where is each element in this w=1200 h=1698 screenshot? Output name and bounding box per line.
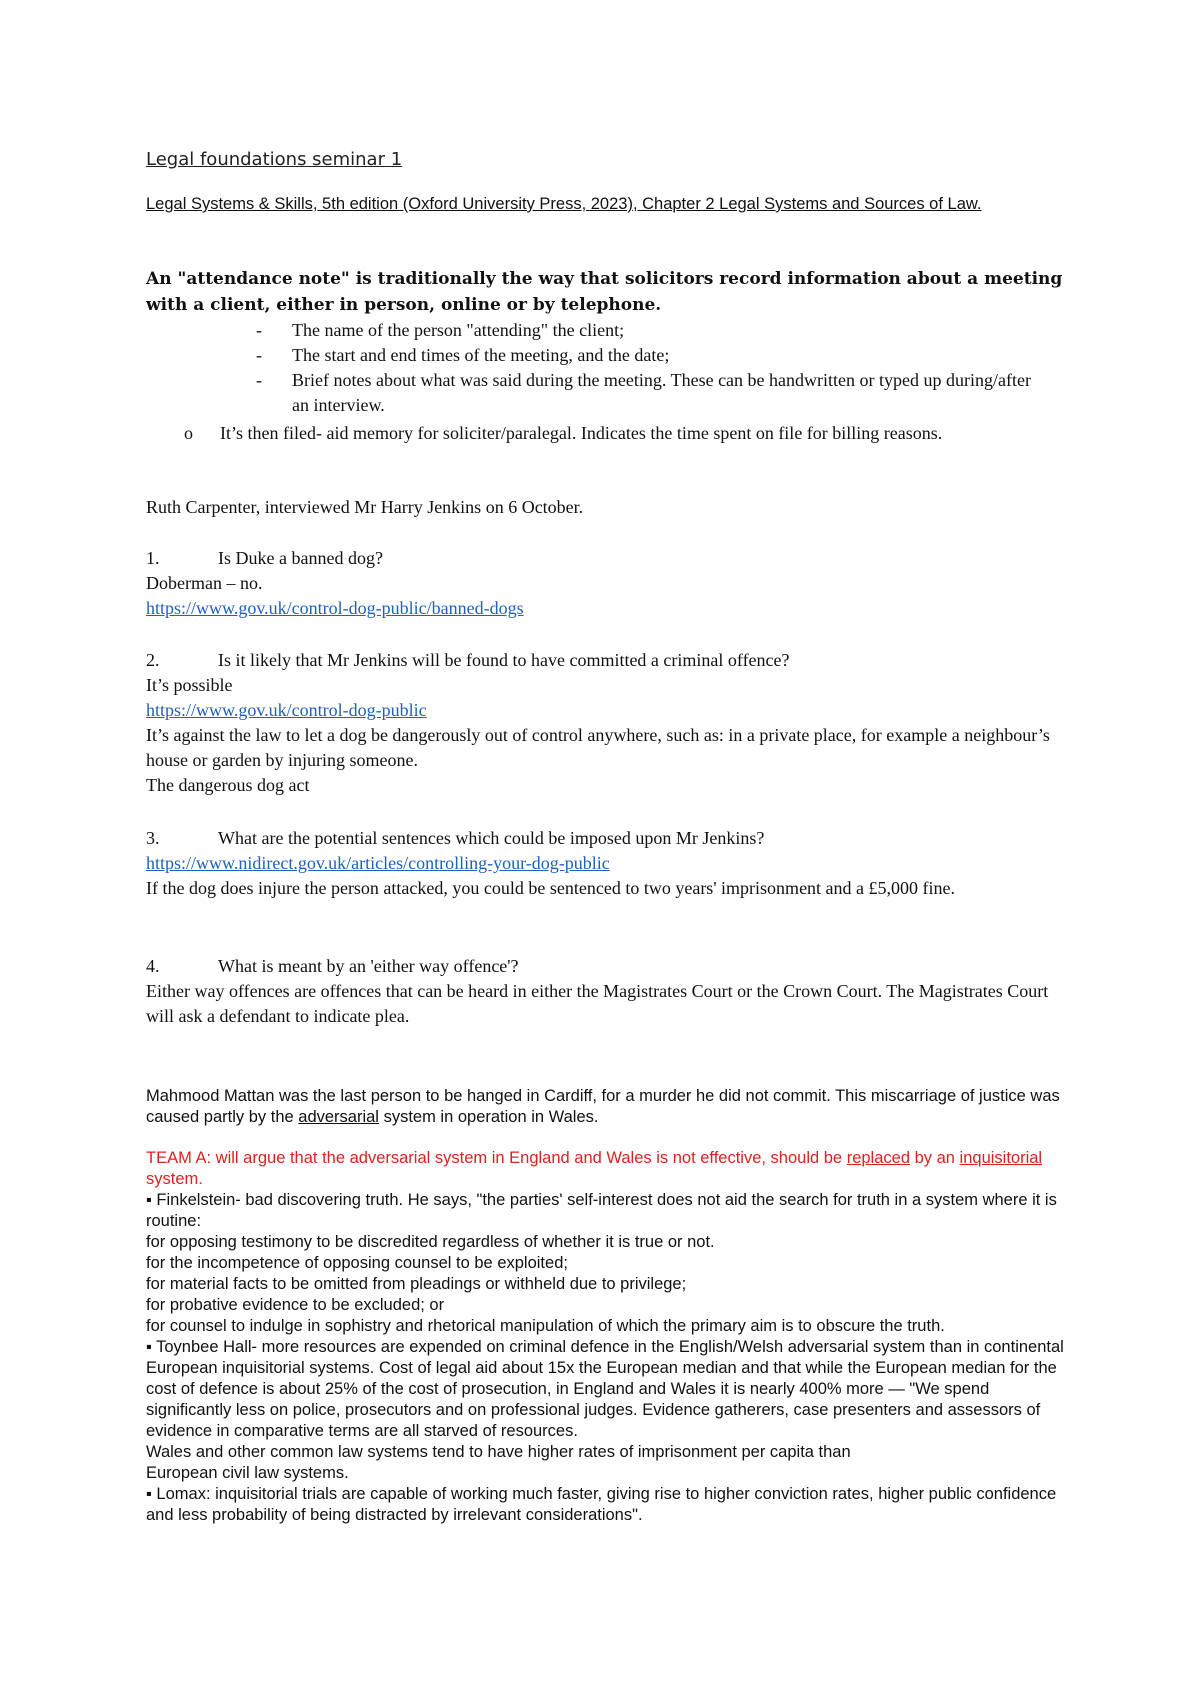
source-link[interactable]: https://www.gov.uk/control-dog-public/banned-dogs — [146, 598, 524, 618]
adversarial-term: adversarial — [298, 1108, 379, 1126]
argument-point: Wales and other common law systems tend to have higher rates of imprisonment per capita than — [146, 1443, 851, 1461]
argument-point: ▪ Finkelstein- bad discovering truth. He says, "the parties' self-interest does not aid the search for truth in a system where it is routine: — [146, 1191, 1057, 1230]
answer-line: It’s possible — [146, 675, 233, 695]
dash-bullet: - — [256, 320, 262, 340]
list-item: - The name of the person "attending" the client; — [256, 318, 1036, 343]
question-2: 2. Is it likely that Mr Jenkins will be found to have committed a criminal offence? It’s possible https://www.gov.uk/control-dog-public It’s against the law to let a dog be dangerously out of control anywhere, such as: in a private place, for example a neighbour’s house or garden by injuring someone. The dangerous dog act — [146, 648, 1071, 798]
answer-line: If the dog does injure the person attacked, you could be sentenced to two years' imprisonment and a £5,000 fine. — [146, 878, 956, 898]
dash-bullet: - — [256, 370, 262, 390]
answer-line: It’s against the law to let a dog be dangerously out of control anywhere, such as: in a private place, for example a neighbour’s house or garden by injuring someone. — [146, 725, 1050, 770]
argument-point: ▪ Toynbee Hall- more resources are expended on criminal defence in the English/Welsh adversarial system than in continental European inquisitorial systems. Cost of legal aid about 15x the European median and that while the European median for the cost of defence is about 25% of the cost of prosecution, in England and Wales it is nearly 400% more — "We spend significantly less on police, prosecutors and on professional judges. Evidence gatherers, case presenters and assessors of evidence in comparative terms are all starved of resources. — [146, 1338, 1064, 1440]
source-link[interactable]: https://www.gov.uk/control-dog-public — [146, 700, 427, 720]
list-item: - Brief notes about what was said during the meeting. These can be handwritten or typed up during/after an interview. — [256, 370, 1031, 415]
document-title: Legal foundations seminar 1 — [146, 149, 403, 170]
team-a-statement: TEAM A: will argue that the adversarial system in England and Wales is not effective, should be replaced by an inquisitorial system. — [146, 1149, 1043, 1188]
dash-bullet: - — [256, 345, 262, 365]
mattan-paragraph: Mahmood Mattan was the last person to be hanged in Cardiff, for a murder he did not commit. This miscarriage of justice was caused partly by the adversarial system in operation in Wales. — [146, 1087, 1060, 1126]
interview-line: Ruth Carpenter, interviewed Mr Harry Jenkins on 6 October. — [146, 497, 584, 517]
answer-line: Doberman – no. — [146, 573, 263, 593]
source-reference: Legal Systems & Skills, 5th edition (Oxford University Press, 2023), Chapter 2 Legal Systems and Sources of Law. — [146, 195, 982, 213]
question-4: 4. What is meant by an 'either way offence'? Either way offences are offences that can be heard in either the Magistrates Court or the Crown Court. The Magistrates Court will ask a defendant to indicate plea. — [146, 954, 1071, 1029]
attendance-note-list — [256, 318, 1036, 418]
answer-line: Either way offences are offences that can be heard in either the Magistrates Court or the Crown Court. The Magistrates Court will ask a defendant to indicate plea. — [146, 981, 1049, 1026]
question-1: 1. Is Duke a banned dog? Doberman – no. https://www.gov.uk/control-dog-public/banned-dogs — [146, 546, 1071, 621]
attendance-note-intro: An "attendance note" is traditionally the way that solicitors record information about a meeting with a client, either in person, online or by telephone. — [146, 269, 1063, 315]
source-link[interactable]: https://www.nidirect.gov.uk/articles/controlling-your-dog-public — [146, 853, 610, 873]
argument-point: for opposing testimony to be discredited regardless of whether it is true or not. — [146, 1233, 715, 1251]
argument-point: for probative evidence to be excluded; or — [146, 1296, 445, 1314]
filed-note: o It’s then filed- aid memory for soliciter/paralegal. Indicates the time spent on file for billing reasons. — [184, 420, 1064, 446]
argument-point: ▪ Lomax: inquisitorial trials are capable of working much faster, giving rise to higher conviction rates, higher public confidence and less probability of being distracted by irrelevant considerations". — [146, 1485, 1057, 1524]
circle-bullet: o — [184, 423, 193, 443]
argument-point: for the incompetence of opposing counsel to be exploited; — [146, 1254, 568, 1272]
question-3: 3. What are the potential sentences which could be imposed upon Mr Jenkins? https://www.nidirect.gov.uk/articles/controlling-your-dog-public If the dog does injure the person attacked, you could be sentenced to two years' imprisonment and a £5,000 fine. — [146, 826, 1071, 901]
argument-point: for counsel to indulge in sophistry and rhetorical manipulation of which the primary aim is to obscure the truth. — [146, 1317, 945, 1335]
answer-line: The dangerous dog act — [146, 775, 310, 795]
list-item: - The start and end times of the meeting, and the date; — [256, 343, 1036, 368]
argument-point: for material facts to be omitted from pleadings or withheld due to privilege; — [146, 1275, 687, 1293]
team-a-section — [146, 1148, 1076, 1526]
argument-point: European civil law systems. — [146, 1464, 349, 1482]
